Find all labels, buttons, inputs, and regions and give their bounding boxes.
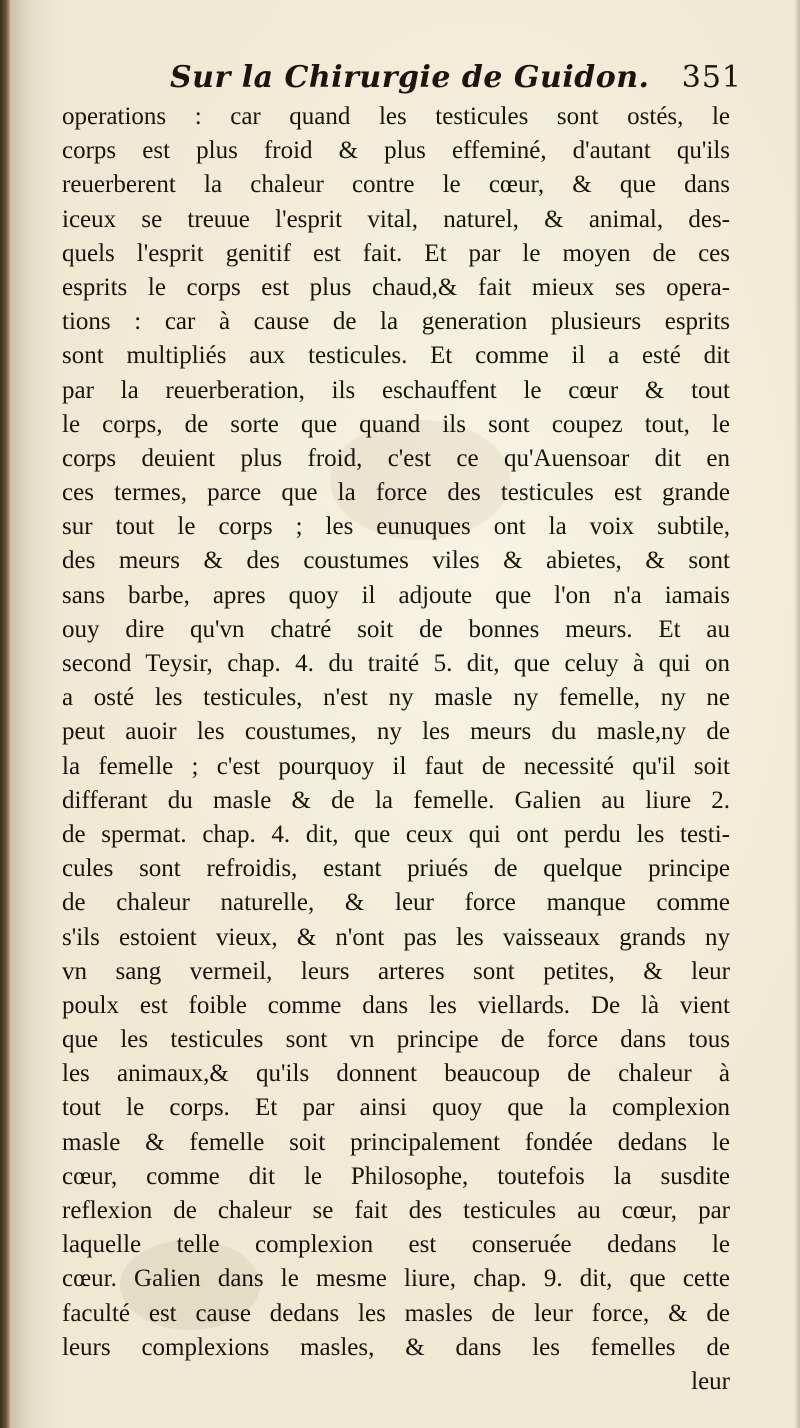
text-line: corps est plus froid & plus effeminé, d'autant qu'ils (62, 137, 730, 165)
text-line: les animaux,& qu'ils donnent beaucoup de chaleur à (62, 1060, 730, 1088)
text-line: tions : car à cause de la generation plusieurs esprits (62, 308, 730, 336)
text-line: de chaleur naturelle, & leur force manque comme (62, 889, 730, 917)
text-line: sont multipliés aux testicules. Et comme il a esté dit (62, 342, 730, 370)
text-line: differant du masle & de la femelle. Galien au liure 2. (62, 786, 730, 814)
text-line: second Teysir, chap. 4. du traité 5. dit, que celuy à qui on (62, 650, 730, 677)
text-line: iceux se treuue l'esprit vital, naturel, & animal, des- (62, 205, 730, 233)
text-line: quels l'esprit genitif est fait. Et par le moyen de ces (62, 239, 730, 267)
text-line: le corps, de sorte que quand ils sont coupez tout, le (62, 410, 730, 438)
text-line: de spermat. chap. 4. dit, que ceux qui ont perdu les testi- (62, 820, 730, 848)
text-line: ces termes, parce que la force des testicules est grande (62, 479, 730, 507)
text-line: masle & femelle soit principalement fondée dedans le (62, 1128, 730, 1156)
text-line: laquelle telle complexion est conseruée dedans le (62, 1231, 730, 1259)
text-line: a osté les testicules, n'est ny masle ny femelle, ny ne (62, 684, 730, 712)
page-edge-shadow (794, 0, 800, 1428)
text-line: faculté est cause dedans les masles de leur force, & de (62, 1299, 730, 1327)
text-line: cules sont refroidis, estant priués de quelque principe (62, 855, 730, 883)
text-line: esprits le corps est plus chaud,& fait mieux ses opera- (62, 273, 730, 301)
text-line: s'ils estoient vieux, & n'ont pas les vaisseaux grands ny (62, 923, 730, 951)
text-line: cœur, comme dit le Philosophe, toutefois la susdite (62, 1162, 730, 1190)
text-line: corps deuient plus froid, c'est ce qu'Auensoar dit en (62, 444, 730, 472)
text-line: tout le corps. Et par ainsi quoy que la complexion (62, 1094, 730, 1122)
text-line: des meurs & des coustumes viles & abietes, & sont (62, 547, 730, 575)
text-line: operations : car quand les testicules sont ostés, le (62, 103, 730, 130)
body-text (62, 100, 730, 1399)
text-line: reflexion de chaleur se fait des testicules au cœur, par (62, 1197, 730, 1224)
text-line: poulx est foible comme dans les viellards. De là vient (62, 991, 730, 1019)
text-line: la femelle ; c'est pourquoy il faut de necessité qu'il soit (62, 752, 730, 780)
running-title: Sur la Chirurgie de Guidon. (170, 60, 650, 95)
text-line: sur tout le corps ; les eunuques ont la voix subtile, (62, 513, 730, 541)
text-line: que les testicules sont vn principe de force dans tous (62, 1026, 730, 1054)
catchword: leur (691, 1367, 730, 1395)
text-line: sans barbe, apres quoy il adjoute que l'on n'a iamais (62, 581, 730, 609)
text-line: leurs complexions masles, & dans les femelles de (62, 1333, 730, 1361)
text-line: peut auoir les coustumes, ny les meurs du masle,ny de (62, 718, 730, 746)
text-line: vn sang vermeil, leurs arteres sont petites, & leur (62, 957, 730, 985)
text-line: par la reuerberation, ils eschauffent le cœur & tout (62, 376, 730, 404)
page-number: 351 (681, 60, 742, 95)
text-line: reuerberent la chaleur contre le cœur, & que dans (62, 171, 730, 199)
book-binding-edge (0, 0, 10, 1428)
text-line: cœur. Galien dans le mesme liure, chap. 9. dit, que cette (62, 1265, 730, 1293)
text-line: ouy dire qu'vn chatré soit de bonnes meurs. Et au (62, 615, 730, 643)
